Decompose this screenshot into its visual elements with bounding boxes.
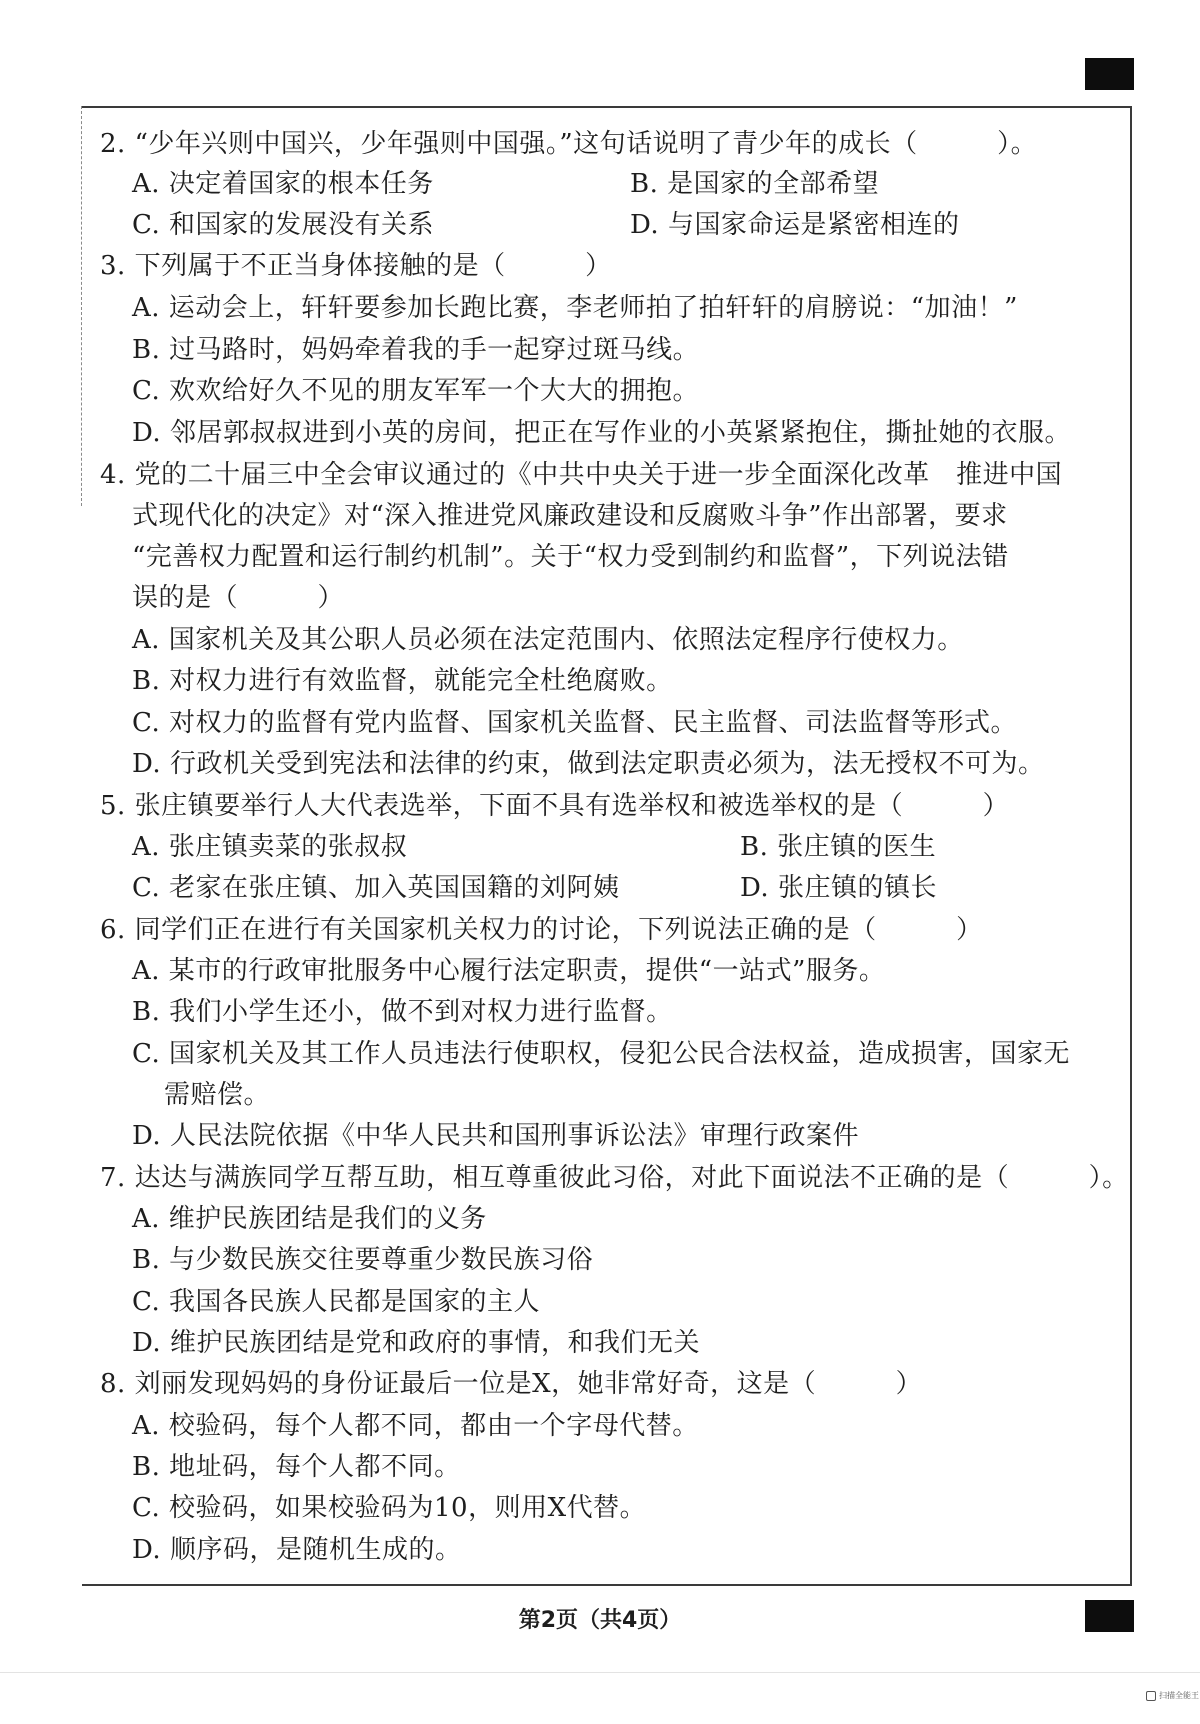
question-4-stem-line-3: “完善权力配置和运行制约机制”。关于“权力受到制约和监督”，下列说法错	[132, 542, 1009, 572]
question-7-option-c: C. 我国各民族人民都是国家的主人	[132, 1287, 540, 1317]
question-7-option-a: A. 维护民族团结是我们的义务	[132, 1204, 487, 1234]
question-4-stem-line-2: 式现代化的决定》对“深入推进党风廉政建设和反腐败斗争”作出部署，要求	[132, 501, 1008, 531]
question-3-option-a: A. 运动会上，轩轩要参加长跑比赛，李老师拍了拍轩轩的肩膀说：“加油！”	[132, 293, 1018, 323]
question-7-option-d: D. 维护民族团结是党和政府的事情，和我们无关	[132, 1328, 700, 1358]
page-number: 第2页（共4页）	[518, 1608, 682, 1633]
question-8-option-a: A. 校验码，每个人都不同，都由一个字母代替。	[132, 1411, 699, 1441]
registration-mark-top	[1085, 58, 1134, 90]
question-4-stem-line-1: 4. 党的二十届三中全会审议通过的《中共中央关于进一步全面深化改革 推进中国	[100, 460, 1063, 490]
question-2-option-c: C. 和国家的发展没有关系	[132, 210, 434, 240]
question-4-option-c: C. 对权力的监督有党内监督、国家机关监督、民主监督、司法监督等形式。	[132, 708, 1017, 738]
question-4-option-d: D. 行政机关受到宪法和法律的约束，做到法定职责必须为，法无授权不可为。	[132, 749, 1045, 779]
question-6-option-c-continued: 需赔偿。	[164, 1080, 271, 1110]
question-4-option-b: B. 对权力进行有效监督，就能完全杜绝腐败。	[132, 666, 673, 696]
question-6-stem: 6. 同学们正在进行有关国家机关权力的讨论，下列说法正确的是（ ）	[100, 915, 983, 945]
question-3-option-b: B. 过马路时，妈妈牵着我的手一起穿过斑马线。	[132, 335, 700, 365]
question-7-option-b: B. 与少数民族交往要尊重少数民族习俗	[132, 1245, 594, 1275]
question-8-stem: 8. 刘丽发现妈妈的身份证最后一位是X，她非常好奇，这是（ ）	[100, 1369, 923, 1399]
question-6-option-c: C. 国家机关及其工作人员违法行使职权，侵犯公民合法权益，造成损害，国家无	[132, 1039, 1070, 1069]
question-5-option-d: D. 张庄镇的镇长	[740, 873, 937, 903]
registration-mark-bottom	[1085, 1600, 1134, 1632]
question-6-option-a: A. 某市的行政审批服务中心履行法定职责，提供“一站式”服务。	[132, 956, 886, 986]
scanner-watermark	[1146, 1690, 1199, 1701]
question-3-stem: 3. 下列属于不正当身体接触的是（ ）	[100, 251, 612, 281]
question-2-option-d: D. 与国家命运是紧密相连的	[630, 210, 960, 240]
question-7-stem: 7. 达达与满族同学互帮互助，相互尊重彼此习俗，对此下面说法不正确的是（ ）。	[100, 1163, 1129, 1193]
bottom-divider	[0, 1672, 1200, 1673]
binding-line	[81, 106, 82, 506]
question-5-option-a: A. 张庄镇卖菜的张叔叔	[132, 832, 408, 862]
question-5-option-c: C. 老家在张庄镇、加入英国国籍的刘阿姨	[132, 873, 620, 903]
question-2-stem: 2. “少年兴则中国兴，少年强则中国强。”这句话说明了青少年的成长（ ）。	[100, 129, 1038, 159]
scanner-watermark-text: 扫描全能王	[1159, 1691, 1199, 1700]
question-6-option-d: D. 人民法院依据《中华人民共和国刑事诉讼法》审理行政案件	[132, 1121, 859, 1151]
question-8-option-c: C. 校验码，如果校验码为10，则用X代替。	[132, 1493, 647, 1523]
scanner-logo-icon	[1146, 1691, 1156, 1701]
question-3-option-d: D. 邻居郭叔叔进到小英的房间，把正在写作业的小英紧紧抱住，撕扯她的衣服。	[132, 418, 1071, 448]
question-8-option-d: D. 顺序码，是随机生成的。	[132, 1535, 462, 1565]
question-5-stem: 5. 张庄镇要举行人大代表选举，下面不具有选举权和被选举权的是（ ）	[100, 791, 1010, 821]
question-8-option-b: B. 地址码，每个人都不同。	[132, 1452, 461, 1482]
question-6-option-b: B. 我们小学生还小，做不到对权力进行监督。	[132, 997, 673, 1027]
question-2-option-b: B. 是国家的全部希望	[630, 169, 880, 199]
question-2-option-a: A. 决定着国家的根本任务	[132, 169, 434, 199]
question-5-option-b: B. 张庄镇的医生	[740, 832, 937, 862]
question-3-option-c: C. 欢欢给好久不见的朋友军军一个大大的拥抱。	[132, 376, 699, 406]
question-4-stem-line-4: 误的是（ ）	[132, 583, 345, 613]
question-4-option-a: A. 国家机关及其公职人员必须在法定范围内、依照法定程序行使权力。	[132, 625, 964, 655]
